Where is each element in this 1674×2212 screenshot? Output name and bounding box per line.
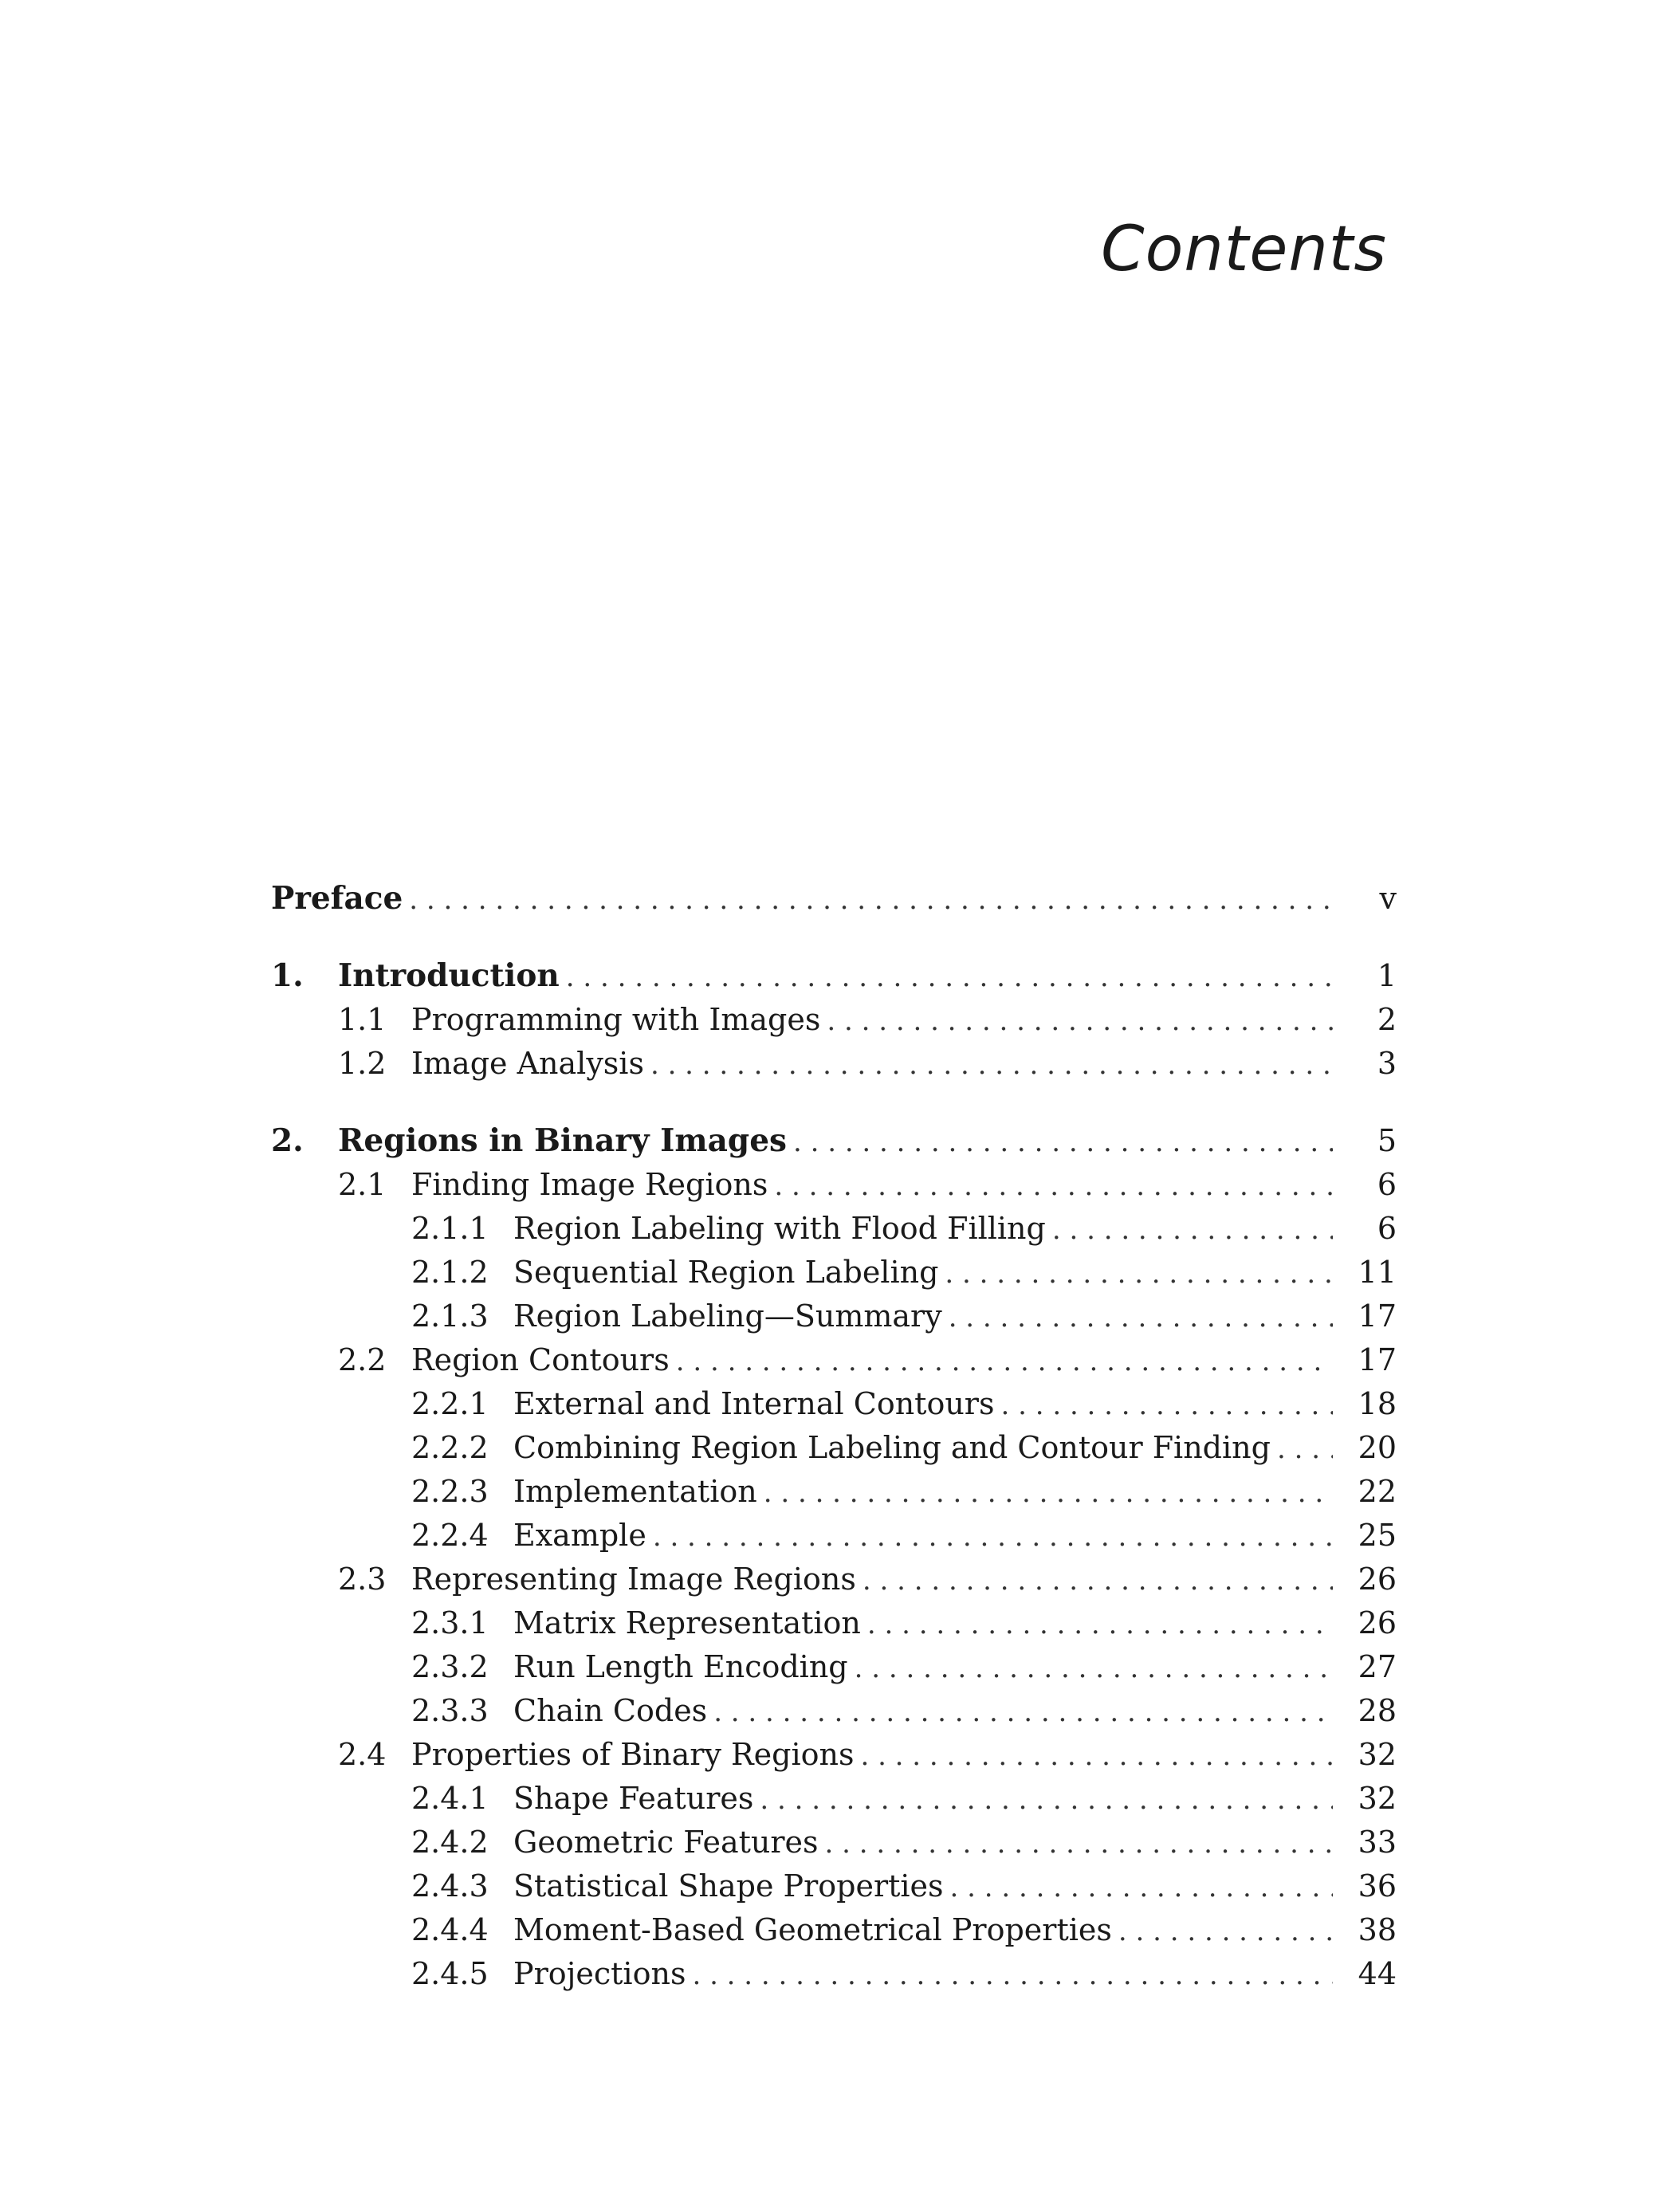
- toc-entry-label: Region Labeling with Flood Filling: [513, 1211, 1046, 1246]
- leader-dots: [1112, 1910, 1333, 1954]
- toc-entry-label: Implementation: [513, 1474, 757, 1509]
- toc-entry-section[interactable]: [271, 1042, 1397, 1086]
- chapter-number: 1.: [271, 957, 304, 994]
- toc-page-number: 6: [1377, 1211, 1397, 1246]
- leader-dots: [819, 1822, 1333, 1866]
- toc-entry-section[interactable]: [271, 998, 1397, 1042]
- leader-dots: [787, 1121, 1333, 1165]
- toc-entry-chapter[interactable]: [271, 1119, 1397, 1163]
- leader-dots: [820, 1000, 1333, 1043]
- section-number: 1.2: [338, 1046, 387, 1081]
- toc-entry-subsection[interactable]: [271, 1514, 1397, 1558]
- page-title: Contents: [1101, 214, 1387, 285]
- toc-entry-label: Representing Image Regions: [411, 1562, 856, 1597]
- leader-dots: [1271, 1428, 1333, 1471]
- toc-entry-label: Geometric Features: [513, 1825, 819, 1860]
- toc-entry-section[interactable]: [271, 1163, 1397, 1207]
- toc-entry-section[interactable]: [271, 1733, 1397, 1777]
- toc-page-number: v: [1379, 881, 1397, 916]
- leader-dots: [848, 1647, 1333, 1691]
- subsection-number: 2.2.3: [411, 1474, 489, 1509]
- leader-dots: [403, 878, 1333, 922]
- toc-entry-subsection[interactable]: [271, 1382, 1397, 1426]
- toc-entry-subsection[interactable]: [271, 1207, 1397, 1251]
- toc-page-number: 32: [1358, 1737, 1397, 1772]
- toc-entry-label: Combining Region Labeling and Contour Finding: [513, 1430, 1271, 1465]
- toc-entry-label: Image Analysis: [411, 1046, 644, 1081]
- toc-entry-label: Matrix Representation: [513, 1605, 861, 1640]
- subsection-number: 2.2.4: [411, 1518, 489, 1553]
- toc-page-number: 32: [1358, 1781, 1397, 1816]
- toc-entry-label: Finding Image Regions: [411, 1167, 768, 1202]
- toc-entry-subsection[interactable]: [271, 1601, 1397, 1645]
- toc-page-number: 26: [1358, 1562, 1397, 1597]
- leader-dots: [768, 1165, 1333, 1208]
- toc-page-number: 27: [1358, 1649, 1397, 1684]
- toc-entry-label: Introduction: [338, 957, 560, 994]
- leader-dots: [944, 1866, 1333, 1910]
- section-number: 2.4: [338, 1737, 387, 1772]
- toc-entry-label: External and Internal Contours: [513, 1386, 995, 1421]
- toc-entry-label: Projections: [513, 1956, 686, 1991]
- leader-dots: [686, 1954, 1333, 1998]
- leader-dots: [994, 1384, 1333, 1428]
- toc-entry-subsection[interactable]: [271, 1426, 1397, 1470]
- toc-entry-subsection[interactable]: [271, 1645, 1397, 1689]
- toc-entry-subsection[interactable]: [271, 1470, 1397, 1514]
- toc-entry-label: Programming with Images: [411, 1002, 821, 1037]
- subsection-number: 2.2.1: [411, 1386, 489, 1421]
- toc-page-number: 1: [1377, 958, 1397, 993]
- section-number: 2.2: [338, 1342, 387, 1377]
- toc-entry-subsection[interactable]: [271, 1821, 1397, 1864]
- leader-dots: [854, 1735, 1333, 1778]
- toc-entry-subsection[interactable]: [271, 1864, 1397, 1908]
- toc-entry-subsection[interactable]: [271, 1777, 1397, 1821]
- subsection-number: 2.1.1: [411, 1211, 489, 1246]
- toc-page-number: 17: [1358, 1342, 1397, 1377]
- leader-dots: [560, 956, 1333, 1000]
- toc-entry-label: Chain Codes: [513, 1693, 708, 1728]
- toc-entry-preface[interactable]: [271, 877, 1397, 921]
- toc-entry-label: Region Labeling—Summary: [513, 1299, 942, 1334]
- toc-page-number: 38: [1358, 1912, 1397, 1947]
- toc-page-number: 22: [1358, 1474, 1397, 1509]
- leader-dots: [670, 1340, 1333, 1384]
- subsection-number: 2.4.4: [411, 1912, 489, 1947]
- toc-page-number: 2: [1377, 1002, 1397, 1037]
- toc-entry-label: Example: [513, 1518, 646, 1553]
- toc-page-number: 25: [1358, 1518, 1397, 1553]
- toc-page-number: 20: [1358, 1430, 1397, 1465]
- subsection-number: 2.4.2: [411, 1825, 489, 1860]
- toc-entry-subsection[interactable]: [271, 1295, 1397, 1338]
- toc-entry-label: Region Contours: [411, 1342, 670, 1377]
- table-of-contents: [271, 877, 1397, 1996]
- subsection-number: 2.3.3: [411, 1693, 489, 1728]
- toc-page-number: 11: [1358, 1255, 1397, 1290]
- leader-dots: [942, 1296, 1333, 1340]
- toc-entry-subsection[interactable]: [271, 1952, 1397, 1996]
- toc-entry-chapter[interactable]: [271, 954, 1397, 998]
- section-number: 2.3: [338, 1562, 387, 1597]
- subsection-number: 2.3.2: [411, 1649, 489, 1684]
- toc-page-number: 5: [1377, 1123, 1397, 1158]
- toc-entry-label: Run Length Encoding: [513, 1649, 848, 1684]
- chapter-number: 2.: [271, 1122, 304, 1159]
- leader-dots: [861, 1603, 1333, 1647]
- toc-entry-label: Regions in Binary Images: [338, 1122, 787, 1159]
- toc-page-number: 33: [1358, 1825, 1397, 1860]
- leader-dots: [938, 1252, 1333, 1296]
- leader-dots: [757, 1471, 1333, 1515]
- toc-page-number: 3: [1377, 1046, 1397, 1081]
- toc-page-number: 18: [1358, 1386, 1397, 1421]
- toc-page-number: 6: [1377, 1167, 1397, 1202]
- toc-page-number: 26: [1358, 1605, 1397, 1640]
- subsection-number: 2.2.2: [411, 1430, 489, 1465]
- toc-entry-section[interactable]: [271, 1558, 1397, 1601]
- toc-entry-label: Sequential Region Labeling: [513, 1255, 939, 1290]
- toc-entry-label: Preface: [271, 880, 403, 917]
- subsection-number: 2.1.2: [411, 1255, 489, 1290]
- leader-dots: [753, 1778, 1333, 1822]
- toc-page-number: 36: [1358, 1868, 1397, 1904]
- toc-entry-label: Properties of Binary Regions: [411, 1737, 855, 1772]
- subsection-number: 2.4.1: [411, 1781, 489, 1816]
- toc-entry-subsection[interactable]: [271, 1689, 1397, 1733]
- leader-dots: [856, 1559, 1333, 1603]
- subsection-number: 2.3.1: [411, 1605, 489, 1640]
- toc-page-number: 28: [1358, 1693, 1397, 1728]
- toc-entry-subsection[interactable]: [271, 1908, 1397, 1952]
- toc-entry-label: Shape Features: [513, 1781, 754, 1816]
- leader-dots: [1046, 1208, 1333, 1252]
- subsection-number: 2.4.5: [411, 1956, 489, 1991]
- toc-entry-section[interactable]: [271, 1338, 1397, 1382]
- toc-entry-subsection[interactable]: [271, 1251, 1397, 1295]
- leader-dots: [646, 1515, 1333, 1559]
- subsection-number: 2.1.3: [411, 1299, 489, 1334]
- toc-page-number: 17: [1358, 1299, 1397, 1334]
- toc-entry-label: Statistical Shape Properties: [513, 1868, 944, 1904]
- section-number: 2.1: [338, 1167, 387, 1202]
- leader-dots: [644, 1043, 1333, 1087]
- subsection-number: 2.4.3: [411, 1868, 489, 1904]
- toc-entry-label: Moment-Based Geometrical Properties: [513, 1912, 1112, 1947]
- toc-page-number: 44: [1358, 1956, 1397, 1991]
- leader-dots: [707, 1691, 1333, 1735]
- section-number: 1.1: [338, 1002, 387, 1037]
